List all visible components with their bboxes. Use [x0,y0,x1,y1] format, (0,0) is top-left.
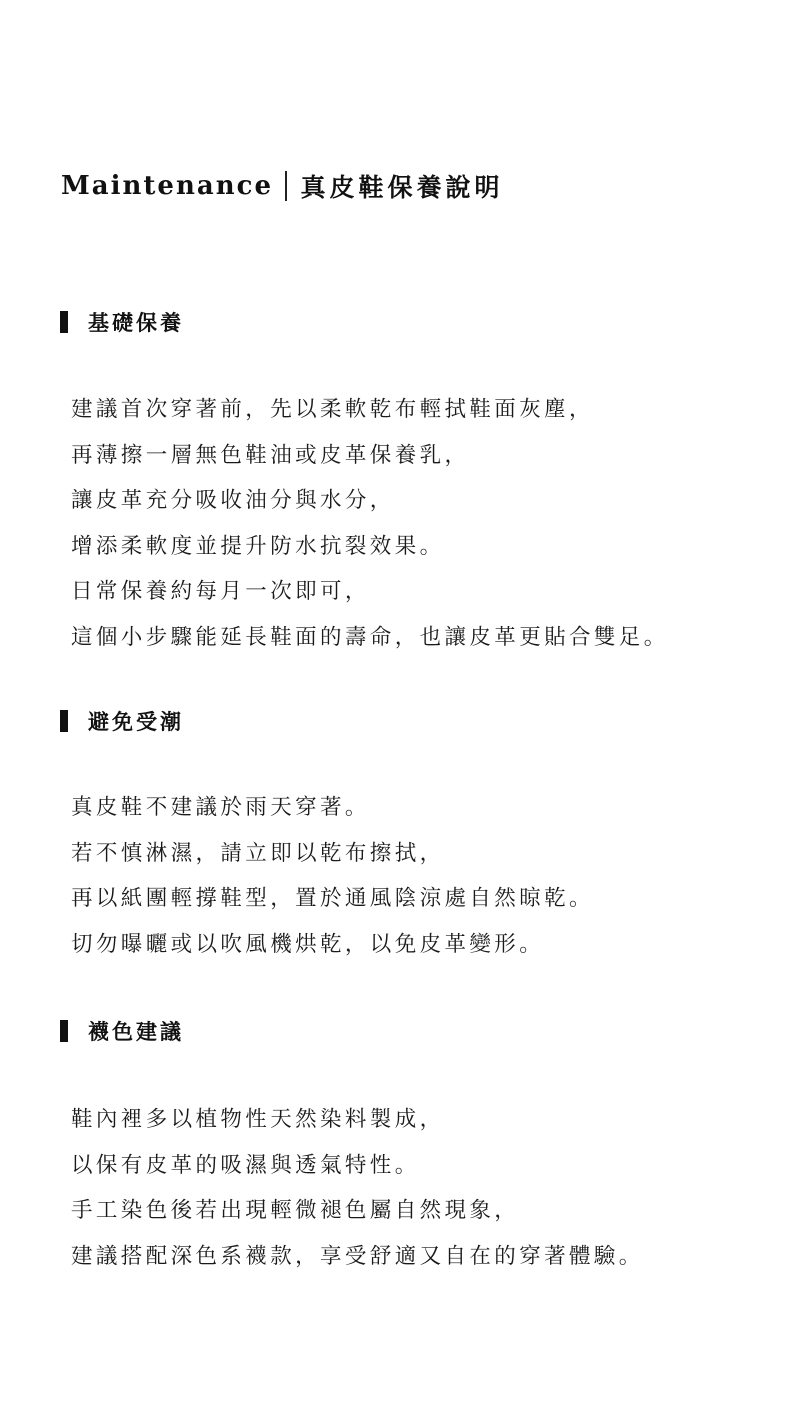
body-line: 鞋內裡多以植物性天然染料製成， [71,1107,445,1132]
section-heading-avoid-moisture [60,706,184,736]
section-body-avoid-moisture [71,785,594,967]
page-title-english: Maintenance [61,171,273,201]
body-line: 再以紙團輕撐鞋型，置於通風陰涼處自然晾乾。 [71,886,594,911]
section-heading-label: 基礎保養 [88,311,184,335]
body-line: 真皮鞋不建議於雨天穿著。 [71,795,370,820]
heading-bar-marker [60,1020,68,1042]
body-line: 增添柔軟度並提升防水抗裂效果。 [71,533,445,559]
section-body-basic-care [71,387,669,660]
section-heading-sock-color [60,1016,184,1046]
body-line: 再薄擦一層無色鞋油或皮革保養乳， [71,442,470,468]
section-heading-basic-care [60,307,184,337]
body-line: 以保有皮革的吸濕與透氣特性。 [71,1152,420,1178]
body-line: 若不慎淋濕，請立即以乾布擦拭， [71,840,445,866]
body-line: 切勿曝曬或以吹風機烘乾，以免皮革變形。 [71,931,545,957]
title-divider [285,171,287,201]
page-title [61,166,504,206]
section-body-sock-color [71,1097,644,1279]
body-line: 建議首次穿著前，先以柔軟乾布輕拭鞋面灰塵， [71,397,594,422]
section-heading-label: 避免受潮 [88,710,184,734]
body-line: 建議搭配深色系襪款，享受舒適又自在的穿著體驗。 [71,1243,644,1269]
heading-bar-marker [60,311,68,333]
section-heading-label: 襪色建議 [88,1020,184,1044]
heading-bar-marker [60,710,68,732]
body-line: 日常保養約每月一次即可， [71,579,370,604]
body-line: 這個小步驟能延長鞋面的壽命，也讓皮革更貼合雙足。 [71,624,669,650]
page-title-chinese: 真皮鞋保養說明 [300,173,504,202]
body-line: 手工染色後若出現輕微褪色屬自然現象， [71,1198,520,1223]
body-line: 讓皮革充分吸收油分與水分， [71,488,395,513]
